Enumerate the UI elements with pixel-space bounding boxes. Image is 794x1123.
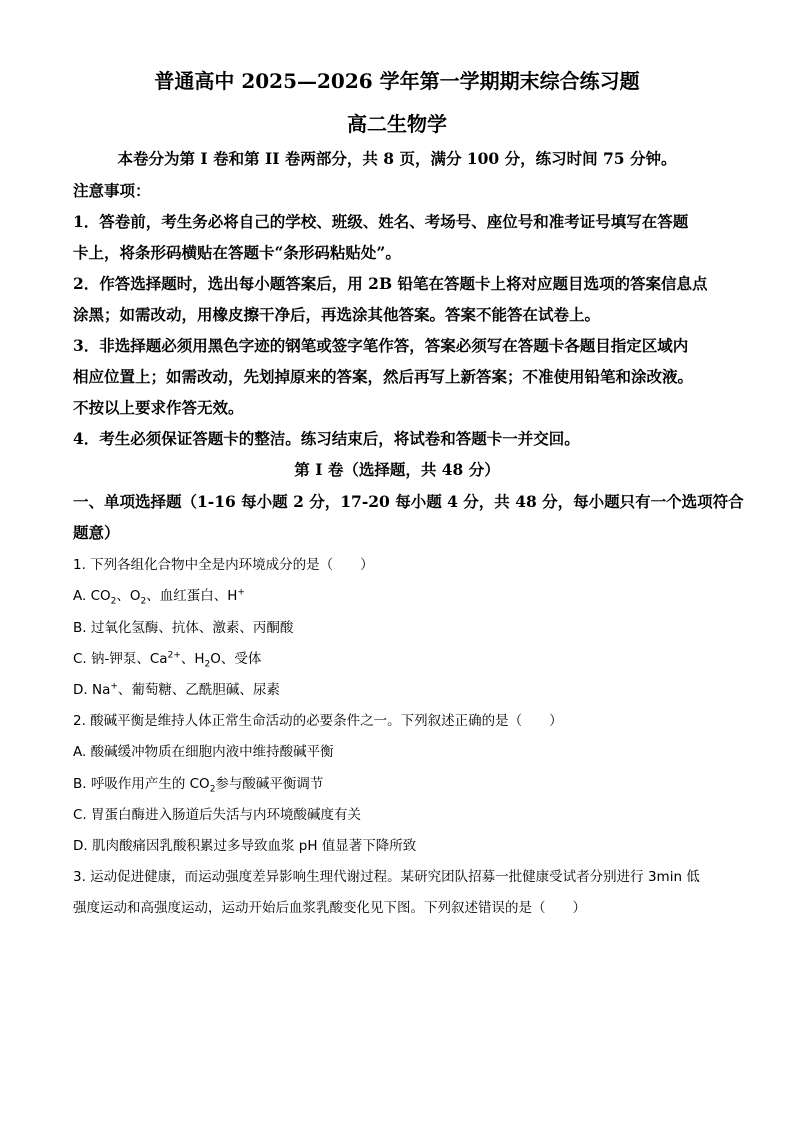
section-heading-line-1: 一、单项选择题（1-16 每小题 2 分，17-20 每小题 4 分，共 48 分，每小题只有一个选项符合 [73,492,744,511]
note-3-line-1: 3．非选择题必须用黑色字迹的钢笔或签字笔作答，答案必须写在答题卡各题目指定区域内 [73,336,689,355]
q3-stem-line-1: 3. 运动促进健康，而运动强度差异影响生理代谢过程。某研究团队招募一批健康受试者分别进行 3min 低 [73,869,700,885]
q2-option-d: D. 肌肉酸痛因乳酸积累过多导致血浆 pH 值显著下降所致 [73,838,417,854]
exam-subtitle: 高二生物学 [347,112,447,136]
part-title: 第 I 卷（选择题，共 48 分） [294,460,500,479]
note-2-line-2: 涂黑；如需改动，用橡皮擦干净后，再选涂其他答案。答案不能答在试卷上。 [73,305,601,324]
q2-option-b: B. 呼吸作用产生的 $CO_2$参与酸碱平衡调节 [73,776,324,795]
exam-title: 普通高中 2025—2026 学年第一学期期末综合练习题 [154,69,640,93]
q2-option-a: A. 酸碱缓冲物质在细胞内液中维持酸碱平衡 [73,744,334,760]
notes-heading: 注意事项： [73,181,151,200]
q1-option-a: A. $CO_2$、$O_2$、血红蛋白、H+ [73,587,245,607]
note-2-line-1: 2．作答选择题时，选出每小题答案后，用 2B 铅笔在答题卡上将对应题目选项的答案信息点 [73,274,708,293]
note-4-line-1: 4．考生必须保证答题卡的整洁。练习结束后，将试卷和答题卡一并交回。 [73,429,580,448]
note-3-line-3: 不按以上要求作答无效。 [73,398,244,417]
q1-option-d: D. Na+、葡萄糖、乙酰胆碱、尿素 [73,681,280,698]
section-heading-line-2: 题意） [73,523,120,542]
note-1-line-1: 1．答卷前，考生务必将自己的学校、班级、姓名、考场号、座位号和准考证号填写在答题 [73,212,689,231]
q1-option-c: C. 钠-钾泵、$Ca^{2+}$、$H_2O$、受体 [73,650,262,670]
note-1-line-2: 卡上，将条形码横贴在答题卡“条形码粘贴处”。 [73,243,401,262]
q3-stem-line-2: 强度运动和高强度运动，运动开始后血浆乳酸变化见下图。下列叙述错误的是（ ） [73,900,586,916]
exam-intro: 本卷分为第 I 卷和第 II 卷两部分，共 8 页，满分 100 分，练习时间 75 分钟。 [117,149,677,168]
q2-option-c: C. 胃蛋白酶进入肠道后失活与内环境酸碱度有关 [73,807,362,823]
note-3-line-2: 相应位置上；如需改动，先划掉原来的答案，然后再写上新答案；不准使用铅笔和涂改液。 [73,367,694,386]
q2-stem: 2. 酸碱平衡是维持人体正常生命活动的必要条件之一。下列叙述正确的是（ ） [73,713,563,729]
q1-stem: 1. 下列各组化合物中全是内环境成分的是（ ） [73,557,374,573]
q1-option-b: B. 过氧化氢酶、抗体、激素、丙酮酸 [73,620,294,636]
